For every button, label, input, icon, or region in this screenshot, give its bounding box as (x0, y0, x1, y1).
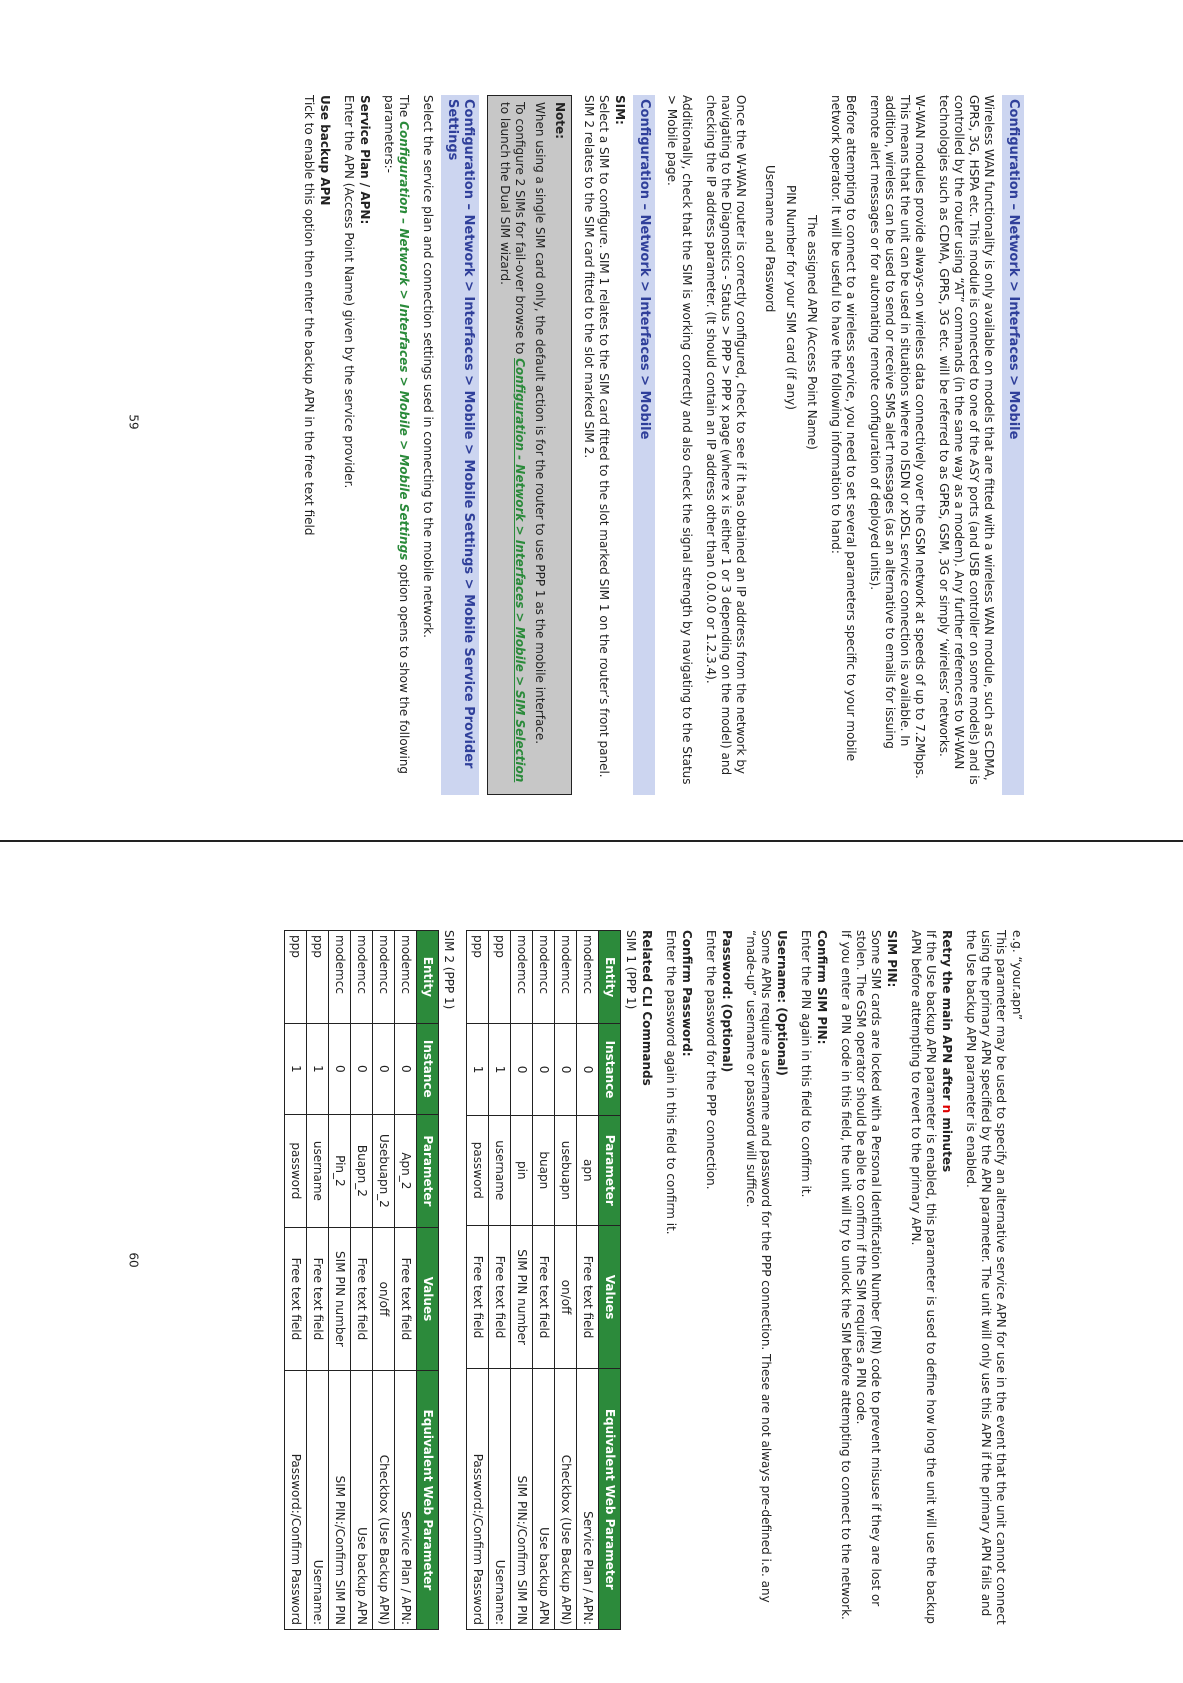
page-number-60: 60 (126, 1252, 141, 1268)
table-header: Values (417, 1227, 439, 1370)
mobile-settings-link[interactable]: Configuration – Network > Interfaces > Mobile > Mobile Settings (397, 121, 411, 561)
sim1-caption: SIM 1 (PPP 1) (624, 930, 638, 1010)
use-backup-apn-text: Tick to enable this option then enter the backup APN in the free text field (302, 95, 316, 536)
table-cell: Service Plan / APN: (577, 1369, 599, 1630)
table-cell: Service Plan / APN: (395, 1370, 417, 1629)
confirm-sim-pin-text: Enter the PIN again in this field to confirm it. (799, 930, 813, 1198)
table-cell: modemcc (533, 931, 555, 1024)
page-60-content (144, 930, 1024, 1630)
note-box (487, 95, 572, 795)
table-cell: modemcc (395, 931, 417, 1024)
sim-label: SIM: (613, 95, 627, 125)
list-item-pin: PIN Number for your SIM card (if any) (784, 185, 798, 410)
table-cell: on/off (373, 1227, 395, 1370)
table-cell: 0 (373, 1023, 395, 1114)
paragraph-wireless-wan: Wireless WAN functionality is only available on models that are fitted with a wireless WAN module, such as CDMA, GPRS, 3G, HSPA etc. This module is connected to one of the ASY ports (and USB controller on some models) and is controlled by the router using “AT” commands (in the same way as a modem). Any further references to W-WAN technologies such as CDMA, GPRS, 3G etc. will be referred to as GPRS, GSM, 3G or simply ‘wireless’ networks. (937, 95, 996, 785)
table-cell: modemcc (329, 931, 351, 1024)
table-cell: Free text field (467, 1225, 489, 1369)
sim-selection-link[interactable]: Configuration - Network > Interfaces > Mobile > SIM Selection (513, 358, 527, 783)
password-label: Password: (Optional) (720, 930, 734, 1073)
table-cell: ppp (489, 931, 511, 1024)
table-cell: pin (511, 1115, 533, 1225)
table-cell: Free text field (395, 1227, 417, 1370)
table-cell: password (467, 1115, 489, 1225)
note-text-post: to launch the Dual SIM wizard. (498, 102, 512, 285)
table-header: Equivalent Web Parameter (417, 1370, 439, 1629)
paragraph-backup-apn: This parameter may be used to specify an alternative service APN for use in the event that the unit cannot connect using the primary APN specified by the APN parameter. The unit will only use this APN if the primary APN fails and the Use backup APN parameter is enabled. (964, 930, 1008, 1625)
sim-pin-label: SIM PIN: (885, 930, 899, 988)
table-row (307, 931, 329, 1630)
retry-label-post: minutes (940, 1113, 954, 1173)
table-cell: Password:/Confirm Password (285, 1370, 307, 1629)
table-cell: Apn_2 (395, 1114, 417, 1227)
table-cell: Username: (489, 1369, 511, 1630)
table-cell: password (285, 1114, 307, 1227)
table-cell: 1 (467, 1024, 489, 1116)
table-row (577, 931, 599, 1630)
table-cell: Username: (307, 1370, 329, 1629)
table-header: Entity (417, 931, 439, 1024)
sim-pin-text-2: If you enter a PIN code in this field, the unit will try to unlock the SIM before attempting to connect to the network. (839, 930, 853, 1620)
table-row (329, 931, 351, 1630)
table-cell: username (489, 1115, 511, 1225)
table-cell: Checkbox (Use Backup APN) (373, 1370, 395, 1629)
table-cell: 0 (533, 1024, 555, 1116)
table-cell: modemcc (511, 931, 533, 1024)
retry-label-n: n (940, 1104, 954, 1114)
username-text: Some APNs require a username and password for the PPP connection. These are not always pre-defined i.e. any “made-up” username or password will suffice. (744, 930, 773, 1603)
table-cell: apn (577, 1115, 599, 1225)
para7-pre: The (397, 95, 411, 122)
service-plan-text: Enter the APN (Access Point Name) given by the service provider. (342, 95, 356, 489)
username-label: Username: (Optional) (775, 930, 789, 1076)
table-cell: SIM PIN number (329, 1227, 351, 1370)
table-row (489, 931, 511, 1630)
table-header: Entity (599, 931, 621, 1024)
table-header: Parameter (417, 1114, 439, 1227)
table-cell: Free text field (285, 1227, 307, 1370)
table-cell: 0 (555, 1024, 577, 1116)
table-cell: Free text field (577, 1225, 599, 1369)
list-item-apn: The assigned APN (Access Point Name) (805, 215, 819, 450)
paragraph-before-connect: Before attempting to connect to a wireless service, you need to set several parameters specific to your mobile network operator. It will be useful to have the following information to hand: (829, 95, 858, 762)
table-cell: SIM PIN:/Confirm SIM PIN (511, 1369, 533, 1630)
table-cell: SIM PIN:/Confirm SIM PIN (329, 1370, 351, 1629)
sim2-caption: SIM 2 (PPP 1) (442, 930, 456, 1010)
table-row (467, 931, 489, 1630)
table-cell: ppp (285, 931, 307, 1024)
note-title: Note: (553, 102, 567, 139)
table-cell: modemcc (373, 931, 395, 1024)
retry-text: If the Use backup APN parameter is enabled, this parameter is used to define how long the unit will use the backup APN before attempting to revert to the primary APN. (909, 930, 938, 1624)
table-cell: username (307, 1114, 329, 1227)
section-heading-mobile-2: Configuration – Network > Interfaces > Mobile (633, 95, 655, 795)
paragraph-check-sim: Additionally, check that the SIM is working correctly and also check the signal strength by navigating to the Status > Mobile page. (665, 95, 694, 785)
paragraph-mobile-settings (381, 95, 411, 795)
table-cell: modemcc (351, 931, 373, 1024)
table-cell: ppp (307, 931, 329, 1024)
table-cell: ppp (467, 931, 489, 1024)
table-cell: modemcc (577, 931, 599, 1024)
table-header: Instance (417, 1023, 439, 1114)
note-text-dual-sim (497, 102, 527, 788)
table-cell: modemcc (555, 931, 577, 1024)
page-59-content (144, 95, 1024, 795)
table-cell: 0 (577, 1024, 599, 1116)
eg-apn: e.g. “your.apn” (1010, 930, 1024, 1021)
paragraph-service-plan: Select the service plan and connection settings used in connecting to the mobile network. (421, 95, 435, 638)
page-number-59: 59 (126, 414, 141, 430)
note-text-single-sim: When using a single SIM card only, the default action is for the router to use PPP 1 as the mobile interface. (533, 102, 547, 745)
service-plan-label: Service Plan / APN: (358, 95, 372, 225)
cli-commands-label: Related CLI Commands (640, 930, 654, 1086)
table-cell: Password:/Confirm Password (467, 1369, 489, 1630)
confirm-sim-pin-label: Confirm SIM PIN: (815, 930, 829, 1045)
table-cell: 1 (489, 1024, 511, 1116)
confirm-password-text: Enter the password again in this field to confirm it. (664, 930, 678, 1235)
table-header: Equivalent Web Parameter (599, 1369, 621, 1630)
table-cell: Free text field (351, 1227, 373, 1370)
table-cell: Free text field (489, 1225, 511, 1369)
table-row (511, 931, 533, 1630)
section-heading-service-provider: Configuration – Network > Interfaces > Mobile > Mobile Settings > Mobile Service Provider Settings (441, 95, 479, 795)
table-header: Instance (599, 1024, 621, 1116)
table-cell: Use backup APN (533, 1369, 555, 1630)
table-cell: usebuapn (555, 1115, 577, 1225)
table-cell: Free text field (307, 1227, 329, 1370)
table-cell: 1 (285, 1023, 307, 1114)
cli-table-sim2 (284, 930, 439, 1630)
table-row (533, 931, 555, 1630)
password-text: Enter the password for the PPP connection. (704, 930, 718, 1190)
cli-table-sim1 (466, 930, 621, 1630)
table-header: Parameter (599, 1115, 621, 1225)
table-header: Values (599, 1225, 621, 1369)
table-cell: 0 (511, 1024, 533, 1116)
table-row (351, 931, 373, 1630)
table-cell: Usebuapn_2 (373, 1114, 395, 1227)
table-cell: on/off (555, 1225, 577, 1369)
list-item-username: Username and Password (763, 165, 777, 313)
page-divider (0, 840, 1183, 842)
confirm-password-label: Confirm Password: (680, 930, 694, 1057)
table-cell: Checkbox (Use Backup APN) (555, 1369, 577, 1630)
table-row (373, 931, 395, 1630)
table-cell: Buapn_2 (351, 1114, 373, 1227)
table-row (555, 931, 577, 1630)
retry-label (939, 930, 954, 1630)
section-heading-mobile: Configuration – Network > Interfaces > Mobile (1002, 95, 1024, 795)
table-cell: Pin_2 (329, 1114, 351, 1227)
paragraph-check-ip: Once the W-WAN router is correctly configured, check to see if it has obtained an IP address from the network by navigating to the Diagnostics - Status > PPP > PPP x page (where x is either 1 or 3 depending on the model) and checking the IP address parameter. (It should contain an IP address other than 0.0.0.0 or 1.2.3.4). (704, 95, 748, 776)
table-row (285, 931, 307, 1630)
table-cell: buapn (533, 1115, 555, 1225)
table-cell: 0 (329, 1023, 351, 1114)
para7-post: option opens to show the following parameters:- (382, 95, 411, 775)
table-cell: 1 (307, 1023, 329, 1114)
table-cell: 0 (395, 1023, 417, 1114)
paragraph-wwan-modules: W-WAN modules provide always-on wireless data connectively over the GSM network at speeds of up to 7.2Mbps. This means that the unit can be used in situations where no ISDN or xDSL service connection is available. In addition, wireless can be used to send or receive SMS alert messages (as an alternative to emails for issuing remote alert messages or for automating remote configuration of deployed units). (868, 95, 927, 779)
table-row (395, 931, 417, 1630)
table-cell: 0 (351, 1023, 373, 1114)
note-text-pre: To configure 2 SIMs for fail-over browse to (513, 102, 527, 359)
use-backup-apn-label: Use backup APN (318, 95, 332, 206)
sim-pin-text: Some SIM cards are locked with a Personal Identification Number (PIN) code to prevent misuse if they are lost or stolen. The GSM operator should be able to confirm if the SIM requires a PIN code. (854, 930, 883, 1607)
sim-description: Select a SIM to configure. SIM 1 relates to the SIM card fitted to the slot marked SIM 1 on the router’s front panel. SIM 2 relates to the SIM card fitted to the slot marked SIM 2. (582, 95, 611, 778)
table-cell: SIM PIN number (511, 1225, 533, 1369)
table-cell: Use backup APN (351, 1370, 373, 1629)
retry-label-pre: Retry the main APN after (940, 930, 954, 1105)
table-cell: Free text field (533, 1225, 555, 1369)
